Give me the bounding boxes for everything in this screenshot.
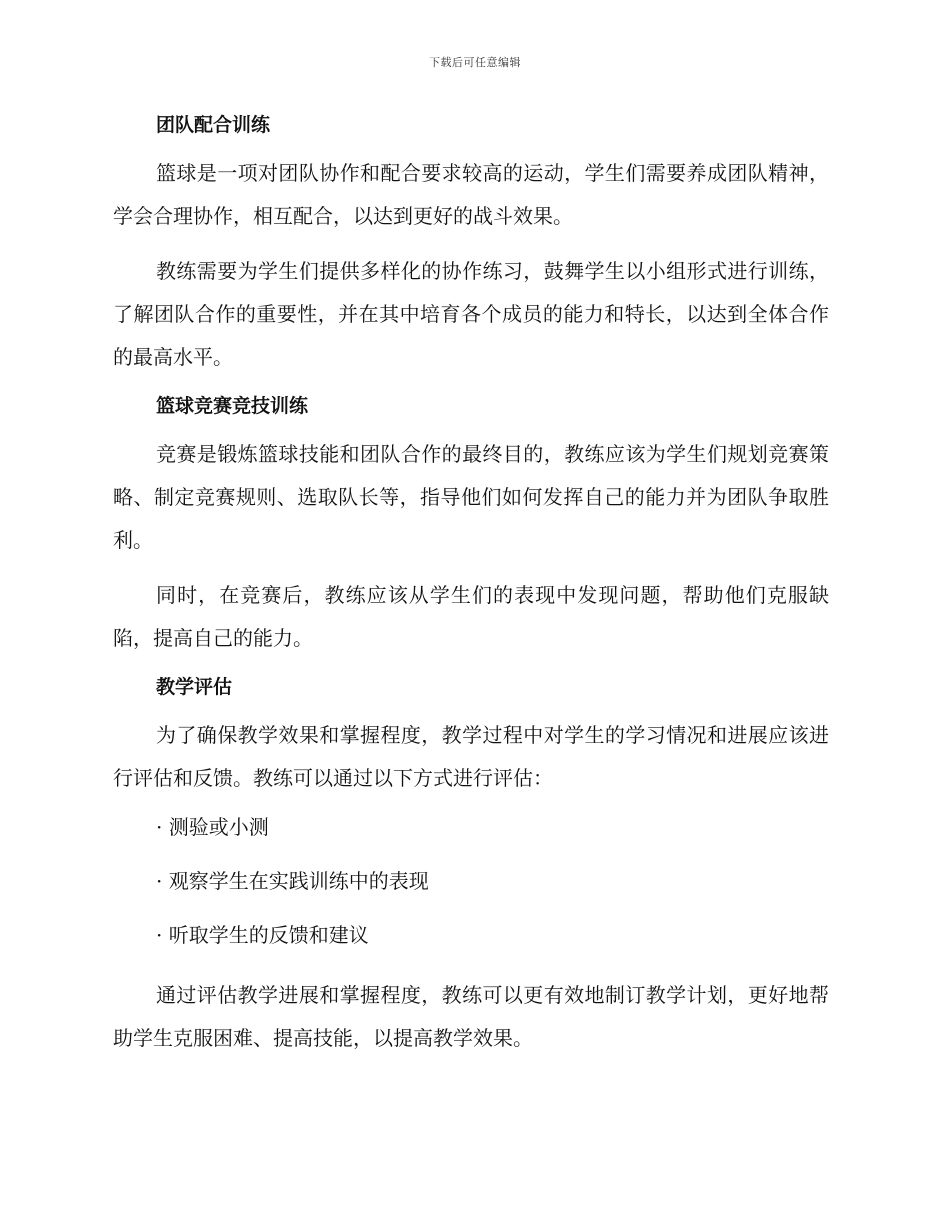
paragraph: 竞赛是锻炼篮球技能和团队合作的最终目的，教练应该为学生们规划竞赛策略、制定竞赛规则、选取队长等，指导他们如何发挥自己的能力并为团队争取胜利。 xyxy=(113,442,829,552)
section-heading-team-training: 团队配合训练 xyxy=(156,114,271,136)
paragraph: 同时，在竞赛后，教练应该从学生们的表现中发现问题，帮助他们克服缺陷，提高自己的能力。 xyxy=(113,583,829,650)
paragraph: 教练需要为学生们提供多样化的协作练习，鼓舞学生以小组形式进行训练，了解团队合作的重要性，并在其中培育各个成员的能力和特长，以达到全体合作的最高水平。 xyxy=(113,259,829,369)
paragraph: 篮球是一项对团队协作和配合要求较高的运动，学生们需要养成团队精神，学会合理协作，相互配合，以达到更好的战斗效果。 xyxy=(113,161,829,228)
paragraph: 通过评估教学进展和掌握程度，教练可以更有效地制订教学计划，更好地帮助学生克服困难、提高技能，以提高教学效果。 xyxy=(113,983,829,1050)
paragraph: 为了确保教学效果和掌握程度，教学过程中对学生的学习情况和进展应该进行评估和反馈。教练可以通过以下方式进行评估： xyxy=(113,723,829,790)
section-heading-teaching-evaluation: 教学评估 xyxy=(156,676,233,698)
section-heading-competition-training: 篮球竞赛竞技训练 xyxy=(156,395,309,417)
page-header: 下载后可任意编辑 xyxy=(429,56,521,69)
document-body xyxy=(113,110,829,1060)
list-item: · 听取学生的反馈和建议 xyxy=(156,923,369,947)
list-item: · 测验或小测 xyxy=(156,815,269,839)
list-item: · 观察学生在实践训练中的表现 xyxy=(156,869,429,893)
